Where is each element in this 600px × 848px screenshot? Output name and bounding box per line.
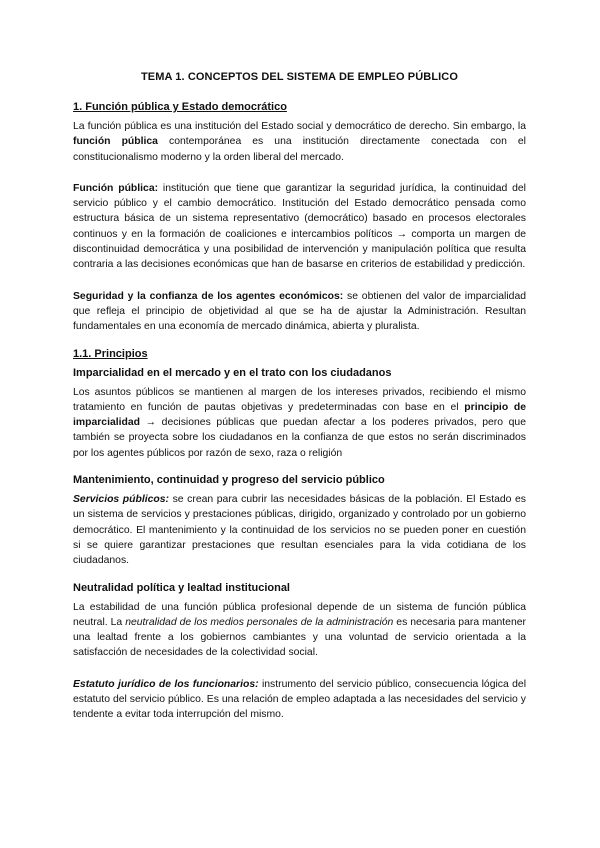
principle-3-paragraph: [73, 600, 526, 661]
definition-term: Función pública:: [73, 182, 159, 194]
definition-term: Servicios públicos:: [73, 494, 169, 506]
principle-2-heading: Mantenimiento, continuidad y progreso del servicio público: [73, 474, 385, 487]
principle-2-paragraph: [73, 492, 526, 568]
principle-1-paragraph: [73, 385, 526, 461]
bold-term: función pública: [73, 136, 158, 148]
document-title: TEMA 1. CONCEPTOS DEL SISTEMA DE EMPLEO PÚBLICO: [140, 71, 458, 83]
definition-text: se crean para cubrir las necesidades básicas de la población. El Estado es un sistema de servicios y prestaciones públicas, dirigido, organizado y controlado por un gobierno democrático. El mantenimiento y la continuidad de los servicios no se pueden poner en cuestión si se quiere garantizar prestaciones que resultan esenciales para la vida cotidiana de los ciudadanos.: [73, 494, 526, 567]
section-1-1-heading: 1.1. Principios: [73, 347, 148, 360]
definition-term: Seguridad y la confianza de los agentes económicos:: [73, 290, 344, 302]
text-run: → decisiones públicas que puedan afectar a los poderes privados, pero que también se proyecta sobre los ciudadanos en la confianza de que estos no serán discriminados por los agentes públicos por razón de sexo, raza o religión: [73, 417, 526, 459]
text-run: contemporánea es una institución directamente conectada con el constitucionalismo moderno y la orden liberal del mercado.: [73, 136, 526, 163]
document-page: [73, 70, 526, 723]
text-run: La función pública es una institución del Estado social y democrático de derecho. Sin embargo, la: [73, 121, 526, 132]
text-run: La estabilidad de una función pública profesional depende de un sistema de función pública neutral. La: [73, 601, 526, 628]
principle-1-heading: Imparcialidad en el mercado y en el trato con los ciudadanos: [73, 366, 392, 379]
principle-3-paragraph-2: [73, 677, 526, 723]
definition-term: Estatuto jurídico de los funcionarios:: [73, 678, 259, 690]
text-run: es necesaria para mantener una lealtad frente a los gobiernos cambiantes y una voluntad de servicio orientada a la satisfacción de necesidades de la colectividad social.: [73, 616, 526, 659]
section-1-paragraph-2: [73, 181, 526, 273]
definition-text: se obtienen del valor de imparcialidad que refleja el principio de objetividad al que se ha de ajustar la Administración. Resultan fundamentales en una economía de mercado dinámica, abierta y pluralista.: [73, 290, 526, 333]
italic-term: neutralidad de los medios personales de la administración: [125, 616, 394, 628]
definition-text: institución que tiene que garantizar la seguridad jurídica, la continuidad del servicio público y el cambio democrático. Institución del Estado democrático pensada como estructura básica de un sistema representativo (democrático) basado en procesos electorales continuos y en la formación de coaliciones e intercambios políticos → comporta un margen de discontinuidad democrática y una posibilidad de intervención y manipulación política que resulta contraria a las decisiones económicas que han de basarse en criterios de estabilidad y predicción.: [73, 182, 526, 271]
principle-3-heading: Neutralidad política y lealtad institucional: [73, 581, 290, 594]
section-1-heading: 1. Función pública y Estado democrático: [73, 101, 287, 113]
section-1-paragraph-1: [73, 119, 526, 165]
text-run: Los asuntos públicos se mantienen al margen de los intereses privados, recibiendo el mismo tratamiento en función de pautas objetivas y predeterminadas con base en el: [73, 386, 526, 413]
section-1-paragraph-3: [73, 289, 526, 335]
definition-text: instrumento del servicio público, consecuencia lógica del estatuto del servicio público. Es una relación de empleo adaptada a las necesidades del servicio y tendente a evitar toda interrupción del mismo.: [73, 678, 526, 721]
bold-term: principio de imparcialidad: [73, 401, 526, 429]
